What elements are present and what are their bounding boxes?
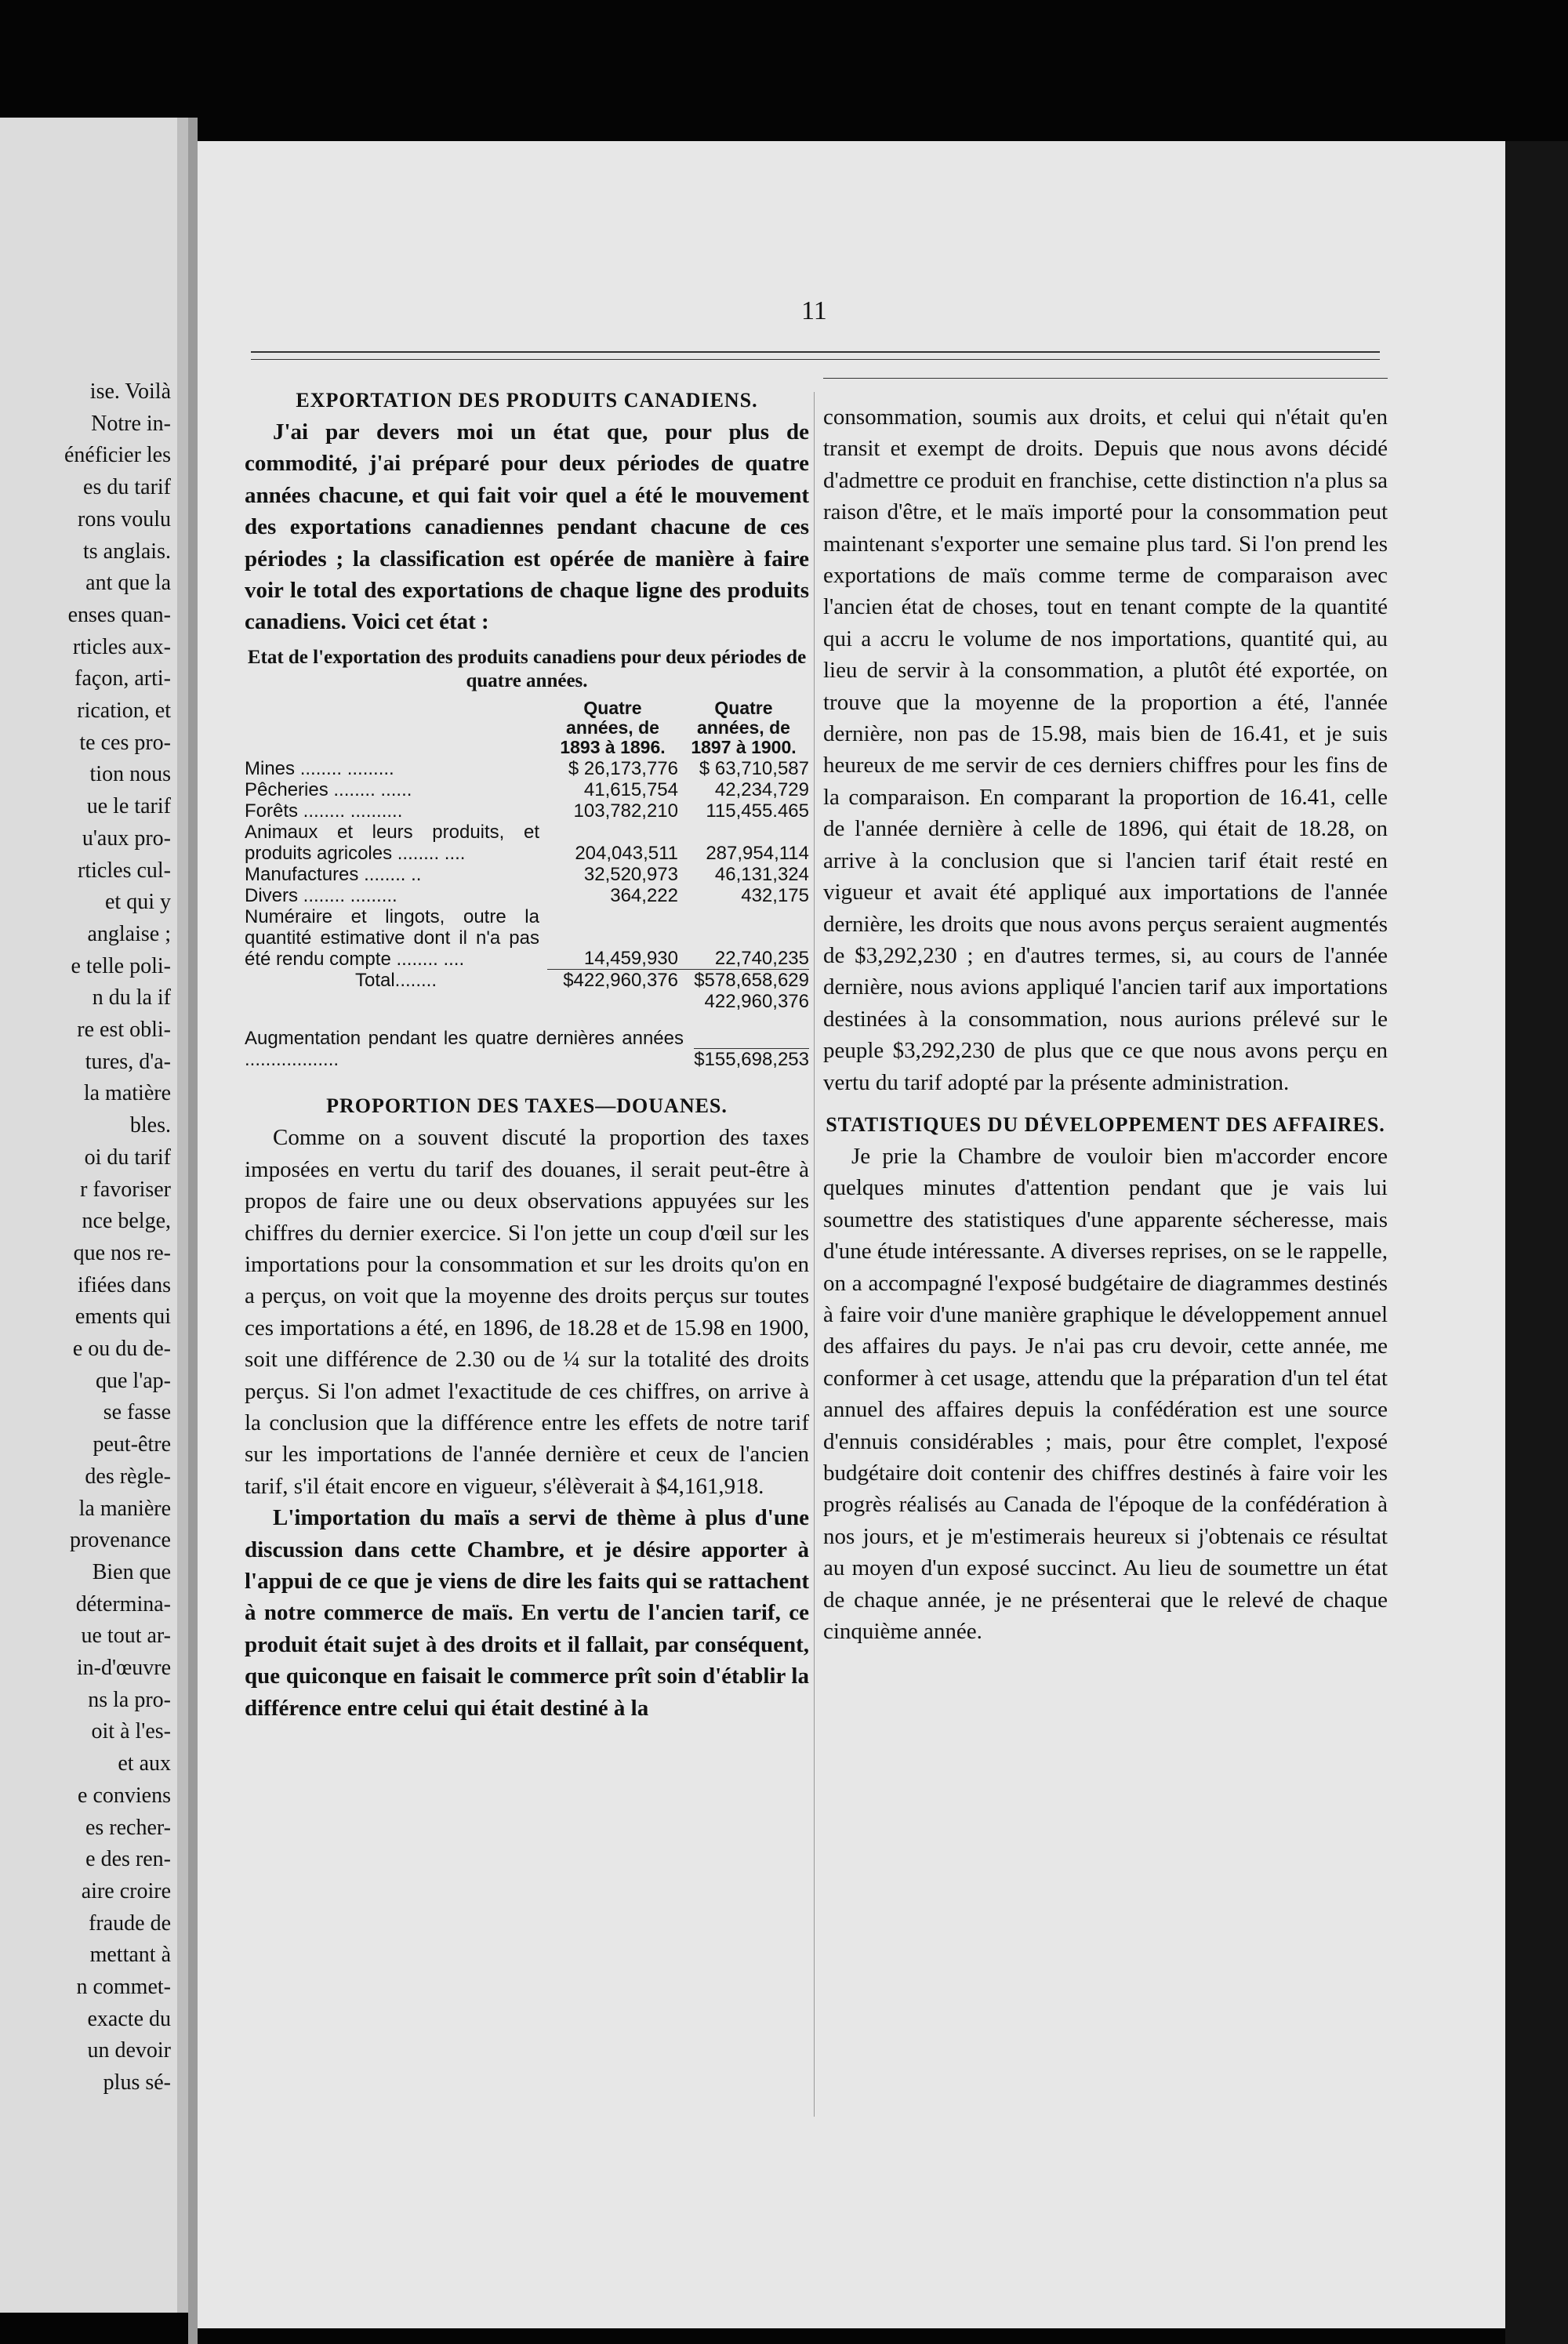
left-page-line: es recher- [85,1815,171,1840]
left-page-line: ements qui [74,1304,171,1330]
section-heading-exportation: EXPORTATION DES PRODUITS CANADIENS. [296,389,758,412]
row-value-1893-1896: 364,222 [610,884,678,906]
row-value-1897-1900: 42,234,729 [714,778,809,800]
row-value-1897-1900: 115,455.465 [706,800,809,822]
left-page-line: rons voulu [78,506,171,532]
row-value-1893-1896: 32,520,973 [583,863,678,885]
row-value-1897-1900: 46,131,324 [714,863,809,885]
row-value-1897-1900: 287,954,114 [706,842,809,864]
header-rule-thin [251,359,1380,360]
row-value-1893-1896: 14,459,930 [583,948,678,970]
left-page-line: que nos re- [73,1240,171,1265]
left-page-line: ns la pro- [88,1687,171,1712]
left-page-line: se fasse [103,1400,171,1425]
left-page-line: exacte du [87,2006,171,2031]
table-header-row [245,698,809,758]
section-heading-proportion: PROPORTION DES TAXES—DOUANES. [326,1094,728,1118]
left-page-line: re est obli- [77,1018,171,1042]
row-value-1893-1896: 204,043,511 [575,842,678,864]
left-page-line: provenance [69,1528,171,1553]
left-page-line: oi du tarif [84,1145,171,1170]
paragraph: Je prie la Chambre de vouloir bien m'accorder encore quelques minutes d'attention pendant que je vais lui soumettre des statistiques d'une apparente sécheresse, mais d'une étude intéressante. A diverses reprises, on se le rappelle, on a accompagné l'exposé budgétaire de diagrammes destinés à faire voir d'une manière graphique le développement annuel des affaires du pays. Je n'ai pas cru devoir, cette année, me conformer à cet usage, attendu que la préparation d'un tel état annuel des affaires depuis la confédération est une source d'ennuis considérables ; mais, pour être complet, l'exposé budgétaire doit contenir des chiffres destinés à faire voir les progrès réalisés au Canada de l'époque de la confédération à nos jours, et je m'estimerais heureux si j'obtenais ce résultat au moyen d'un exposé succinct. Au lieu de soumettre un état de chaque année, je ne présenterai que le relevé de chaque cinquième année. [823,1143,1388,1645]
left-page-line: in-d'œuvre [76,1656,171,1680]
row-value-1893-1896: 41,615,754 [583,778,678,800]
column-right [823,401,1388,1647]
left-page-line: fraude de [89,1910,171,1936]
row-label: Mines ........ ......... [245,757,394,779]
left-page-line: ant que la [85,571,171,596]
row-value-1897-1900: $ 63,710,587 [699,757,809,779]
total-row [245,970,809,992]
left-page-line: tion nous [89,762,171,787]
left-page-line: rticles aux- [72,634,171,659]
paragraph: consommation, soumis aux droits, et celui qui n'était qu'en transit et exempt de droits. Depuis que nous avons décidé d'admettre ce produit en franchise, cette distinction n'a plus sa raison d'être, et le maïs importé pour la consommation peut maintenant s'exporter une semaine plus tard. Si l'on prend les exportations de maïs comme terme de comparaison avec l'ancien état de choses, tout en tenant compte de la quantité qui a accru le volume de nos importations, quantité qui, au lieu de servir à la consommation, a plutôt été exportée, on trouve que la moyenne de la proportion a été, l'année dernière, non pas de 15.98, mais bien de 16.41, et je suis heureux de me servir de ces derniers chiffres pour les fins de la comparaison. En comparant la proportion de 16.41, celle de l'année dernière à celle de 1896, qui était de 18.28, on arrive à la conclusion que si l'ancien tarif était resté en vigueur et avait été appliqué aux importations de l'année dernière, les droits que nous avons perçus seraient augmentés de $3,292,230 ; en d'autres termes, si, au cours de l'année dernière, nous avions appliqué l'ancien tarif aux importations destinées à la consommation, nous aurions prélevé sur le peuple $3,292,230 de plus que ce que nous avons perçu en vertu du tarif adopté par la présente administration. [823,405,1388,1095]
left-page-line: et aux [118,1751,171,1776]
left-page-line: ifiées dans [78,1272,171,1297]
row-label: Divers ........ ......... [245,884,397,906]
row-label: Animaux et leurs produits, et produits agricoles ........ .... [245,821,539,864]
left-page-line: nce belge, [82,1209,171,1234]
row-label: Numéraire et lingots, outre la quantité estimative dont il n'a pas été rendu compte ........ .... [245,905,539,970]
total-subtract-value: 422,960,376 [704,991,809,1013]
left-page-line: plus sé- [103,2070,171,2095]
header-rule [251,351,1380,353]
page-edge [188,118,198,2344]
left-page-line: la manière [78,1496,171,1521]
augmentation-value: $155,698,253 [694,1049,809,1071]
left-page-line: n commet- [76,1975,171,1999]
row-value-1893-1896: $ 26,173,776 [568,757,678,779]
row-label: Forêts ........ .......... [245,800,403,822]
left-page-line: te ces pro- [79,730,171,755]
row-value-1893-1896: 103,782,210 [573,800,678,822]
table-title: Etat de l'exportation des produits canadiens pour deux périodes de quatre années. [247,646,807,691]
column-left [245,388,809,1724]
left-page-line: e telle poli- [71,953,171,978]
column-header: Quatre années, de 1897 à 1900. [691,697,797,757]
total-value: $422,960,376 [547,970,678,992]
table-row [245,822,809,864]
left-page-line: rticles cul- [78,858,171,883]
left-page-line: peut-être [93,1432,171,1457]
left-page-line: que l'ap- [95,1368,171,1393]
left-page-line: tures, d'a- [85,1049,171,1074]
page-number: 11 [801,296,827,325]
left-page-line: oit à l'es- [91,1719,171,1744]
left-page-line: Bien que [92,1559,171,1584]
row-value-1897-1900: 22,740,235 [714,948,809,970]
left-page-line: e ou du de- [72,1337,171,1361]
left-page-line: n du la if [92,985,171,1011]
table-row [245,800,809,822]
scan-border [1505,141,1568,2344]
table-row [245,885,809,906]
augmentation-row [245,1028,809,1070]
row-label: Pêcheries ........ ...... [245,778,412,800]
table-row [245,758,809,779]
left-page-line: e conviens [78,1783,171,1808]
left-page-line: aire croire [81,1878,171,1903]
left-page-line: façon, arti- [74,666,171,691]
left-page-line: enses quan- [67,602,171,627]
table-row [245,864,809,885]
paragraph: J'ai par devers moi un état que, pour plus de commodité, j'ai préparé pour deux périodes de quatre années chacune, et qui fait voir quel a été le mouvement des exportations canadiennes pendant chacune de ces périodes ; la classification est opérée de manière à faire voir le total des exportations de chaque ligne des produits canadiens. Voici cet état : [245,419,809,635]
total-label: Total........ [354,970,437,992]
col2-rule [823,378,1388,379]
left-page-line: e des ren- [85,1847,171,1872]
left-page-line: rication, et [77,698,171,723]
table-row [245,779,809,800]
left-page-line: ts anglais. [83,539,171,564]
left-page-line: bles. [129,1113,171,1138]
left-page-line: anglaise ; [87,921,171,946]
page-gutter [177,118,188,2313]
left-page-line: Notre in- [91,411,171,436]
left-page-line: ue tout ar- [81,1624,171,1649]
left-page-line: u'aux pro- [82,825,171,851]
left-page-line: détermina- [75,1591,171,1616]
export-table [245,698,809,1013]
left-page-line: un devoir [87,2038,171,2063]
row-label: Manufactures ........ .. [245,863,422,885]
column-separator [814,392,815,2117]
augmentation-label: Augmentation pendant les quatre dernières années .................. [245,1028,684,1071]
left-page-line: et qui y [105,890,171,915]
total-value: $578,658,629 [678,970,809,992]
left-page-line: la matière [83,1081,171,1106]
left-page-line: des règle- [85,1464,171,1489]
left-page-line: ue le tarif [86,794,171,819]
column-header: Quatre années, de 1893 à 1896. [560,697,666,757]
left-page-line: mettant à [89,1943,171,1968]
left-page-line: ise. Voilà [89,379,171,404]
left-page-line: énéficier les [64,443,171,468]
section-heading-statistiques: STATISTIQUES DU DÉVELOPPEMENT DES AFFAIRES. [826,1112,1385,1136]
left-page-line: es du tarif [83,475,171,500]
table-row [245,906,809,970]
paragraph: Comme on a souvent discuté la proportion des taxes imposées en vertu du tarif des douanes, il serait peut-être à propos de faire une ou deux observations appuyées sur les chiffres du dernier exercice. Si l'on jette un coup d'œil sur les importations pour la consommation et sur les droits qu'on en a perçus, on voit que la moyenne des droits perçus sur toutes ces importations a été, en 1896, de 18.28 et de 15.98 en 1900, soit une différence de 2.30 ou de ¼ sur la totalité des droits perçus. Si l'on admet l'exactitude de ces chiffres, on arrive à la conclusion que la différence entre les effets de notre tarif sur les importations de l'année dernière et ceux de l'ancien tarif, s'il était encore en vigueur, s'élèverait à $4,161,918. [245,1125,809,1499]
paragraph: L'importation du maïs a servi de thème à plus d'une discussion dans cette Chambre, et je désire apporter à l'appui de ce que je viens de dire les faits qui se rattachent à notre commerce de maïs. En vertu de l'ancien tarif, ce produit était sujet à des droits et il fallait, par conséquent, que quiconque en faisait le commerce prît soin d'établir la différence entre celui qui était destiné à la [245,1505,809,1721]
total-row-sub [245,991,809,1012]
left-page-line: r favoriser [80,1177,171,1202]
row-value-1897-1900: 432,175 [741,884,809,906]
left-facing-page [0,118,188,2313]
